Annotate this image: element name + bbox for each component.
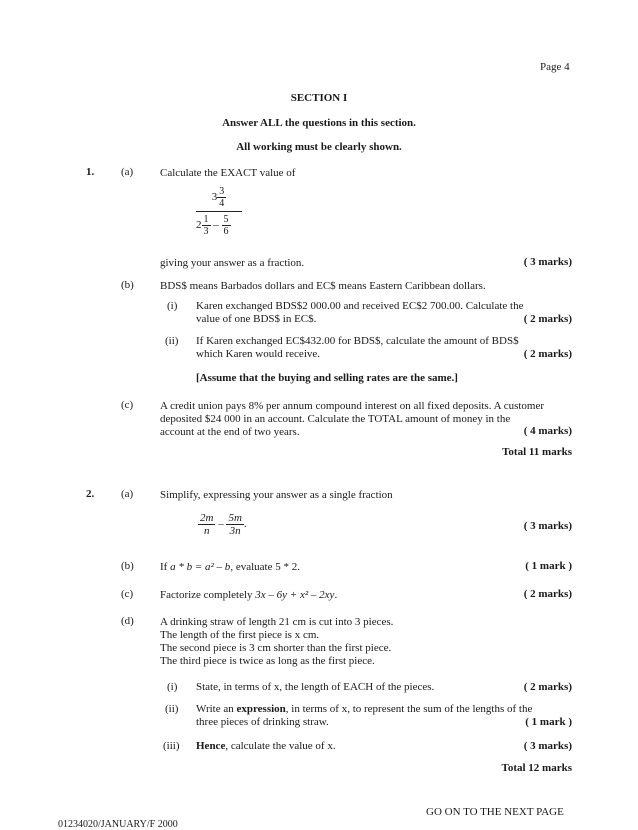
q2-total: Total 12 marks <box>501 762 572 774</box>
q2a-expression <box>198 512 247 537</box>
q2d-iii-label: (iii) <box>163 740 180 752</box>
q1a-num-1: 1 <box>203 214 209 225</box>
q2d-ii-line1 <box>196 703 572 716</box>
page-number: Page 4 <box>540 61 570 73</box>
section-instruction-2: All working must be clearly shown. <box>236 141 402 153</box>
q2d-line4: The third piece is twice as long as the first piece. <box>160 655 375 667</box>
q1a-den-3: 3 <box>203 226 209 237</box>
q1b-label: (b) <box>121 279 134 291</box>
q2a-label: (a) <box>121 488 134 500</box>
q2a-den-2: 3n <box>229 525 241 538</box>
q1c-line1: A credit union pays 8% per annum compound interest on all fixed deposits. A customer <box>160 400 545 412</box>
q2d-ii-line2: three pieces of drinking straw. <box>196 716 329 728</box>
q2a-num-1: 2m <box>200 512 214 524</box>
q1b-ii-label: (ii) <box>165 335 179 347</box>
q2d-line1: A drinking straw of length 21 cm is cut into 3 pieces. <box>160 616 394 628</box>
q2c-expr: 3x – 6y + x² – 2xy <box>255 589 335 601</box>
q2a-num-2: 5m <box>228 512 242 524</box>
q1b-i-label: (i) <box>167 300 178 312</box>
q1-total: Total 11 marks <box>502 446 572 458</box>
go-on-next-page: GO ON TO THE NEXT PAGE <box>426 806 564 818</box>
q1b-i-marks: ( 2 marks) <box>523 313 572 325</box>
q2d-label: (d) <box>121 615 134 627</box>
q2d-iii-bold: Hence <box>196 740 226 752</box>
q2b-pre: If <box>160 561 171 573</box>
q2b-expr: a * b = a² – b <box>170 561 231 573</box>
q1b-ii-line2: which Karen would receive. <box>196 348 321 360</box>
q2c-pre: Factorize completely <box>160 589 256 601</box>
q1a-num-3: 3 <box>219 186 225 197</box>
q1b-ii-marks: ( 2 marks) <box>523 348 572 360</box>
q1b-intro: BDS$ means Barbados dollars and EC$ means Eastern Caribbean dollars. <box>160 280 486 292</box>
q1a-den-4: 4 <box>219 198 225 209</box>
q2a-dot: . <box>243 518 247 531</box>
q1c-marks: ( 4 marks) <box>523 425 572 437</box>
q2d-i-label: (i) <box>167 681 178 693</box>
q1b-ii-line1: If Karen exchanged EC$432.00 for BDS$, calculate the amount of BDS$ <box>196 335 519 347</box>
question-2-number: 2. <box>86 488 95 500</box>
q1a-den-6: 6 <box>223 226 229 237</box>
q2a-den-1: n <box>203 525 210 538</box>
q2a-marks: ( 3 marks) <box>523 520 572 532</box>
q2a-text: Simplify, expressing your answer as a single fraction <box>160 489 393 501</box>
q2d-iii-marks: ( 3 marks) <box>523 740 572 752</box>
q2b-post: , evaluate 5 * 2. <box>230 561 300 573</box>
q1a-complex-fraction <box>196 186 256 237</box>
q1a-whole-3: 3 <box>211 191 218 204</box>
q1a-label: (a) <box>121 166 134 178</box>
q2d-i-marks: ( 2 marks) <box>523 681 572 693</box>
q2b-marks: ( 1 mark ) <box>525 560 572 572</box>
paper-code: 01234020/JANUARY/F 2000 <box>58 819 178 830</box>
q2b-label: (b) <box>121 560 134 572</box>
q2c-post: . <box>334 589 338 601</box>
section-instruction-1: Answer ALL the questions in this section. <box>222 117 416 129</box>
q2d-ii-pre: Write an <box>196 703 237 715</box>
q1c-label: (c) <box>121 399 134 411</box>
q1c-line2: deposited $24 000 in an account. Calculate the TOTAL amount of money in the <box>160 413 511 425</box>
q1a-text: Calculate the EXACT value of <box>160 167 296 179</box>
q1a-num-5: 5 <box>223 214 229 225</box>
q1b-i-line2: value of one BDS$ in EC$. <box>196 313 317 325</box>
q1a-whole-2: 2 <box>196 219 202 232</box>
q2d-ii-post: , in terms of x, to represent the sum of the lengths of the <box>285 703 533 715</box>
q2d-iii-text <box>196 740 572 753</box>
q2d-line2: The length of the first piece is x cm. <box>160 629 320 641</box>
q1a-after-text: giving your answer as a fraction. <box>160 257 305 269</box>
q2d-iii-post: , calculate the value of x. <box>225 740 336 752</box>
q2d-ii-marks: ( 1 mark ) <box>525 716 572 728</box>
q1b-note: [Assume that the buying and selling rates are the same.] <box>196 372 458 384</box>
q2d-line3: The second piece is 3 cm shorter than the first piece. <box>160 642 392 654</box>
q2d-ii-label: (ii) <box>165 703 179 715</box>
q2b-text <box>160 560 572 574</box>
q2d-i-text: State, in terms of x, the length of EACH of the pieces. <box>196 681 435 693</box>
q1a-marks: ( 3 marks) <box>523 256 572 268</box>
q1b-i-line1: Karen exchanged BDS$2 000.00 and received EC$2 700.00. Calculate the <box>196 300 524 312</box>
q1c-line3: account at the end of two years. <box>160 426 300 438</box>
q1a-minus: – <box>213 219 219 232</box>
q2d-ii-bold: expression <box>236 703 286 715</box>
question-1-number: 1. <box>86 166 95 178</box>
q2c-marks: ( 2 marks) <box>523 588 572 600</box>
q2c-label: (c) <box>121 588 134 600</box>
q2a-minus: – <box>218 518 224 531</box>
section-title: SECTION I <box>290 92 348 104</box>
q2c-text <box>160 588 572 602</box>
